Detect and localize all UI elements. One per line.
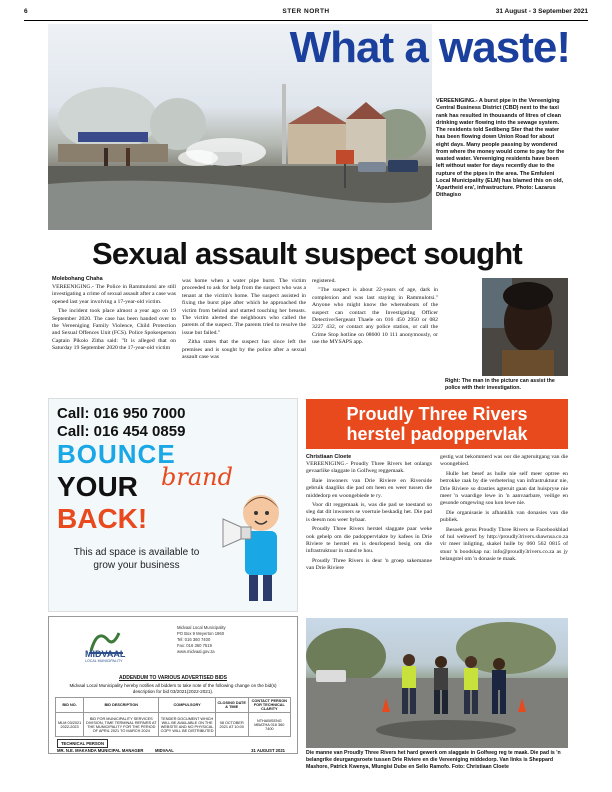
table-row [56,713,291,737]
column-header: BID DESCRIPTION [84,698,159,713]
story2-column-1 [52,284,176,355]
story2-col2-para-1: was home when a water pipe burst. The victim proceeded to ask for help from the suspect who was a tenant at the victim's home. The suspect assisted in fixing the burst pipe after which he approached the victim from behind and started touching her breasts. The victim alerted the neighbours who called the parents of the suspect. The parents tried to resolve the issue but failed." [182,278,306,336]
story3-col1-para-1: VEREENIGING.- Proudly Three Rivers het onlangs gevaarlike slaggate in Golfweg reggemaak. [306,461,432,475]
address-line: PO Box 9 Meyerton 1960 [177,630,225,636]
column-header: COMPULSORY [159,698,215,713]
notice-footer [57,748,289,753]
banner-line-2: herstel padoppervlak [346,424,528,445]
address-line: Midvaal Local Municipality [177,625,226,630]
column-header: BID NO. [56,698,84,713]
story3-col1-para-2: Baie inwoners van Drie Riviere en Riverside gebruik daagliks die pad om heen en weer tussen die middedorp en woongebiede te ry. [306,477,432,499]
headline-what-a-waste: What a waste! [289,23,570,72]
story2-col3-para-1: registered. [312,278,336,284]
ad-your-text: YOUR [57,471,138,502]
issue-date: 31 August - 3 September 2021 [495,8,588,15]
story2-col2-para-2: Zitha states that the suspect has since left the premises and is sought by the police after a sexual assault case was [182,339,306,361]
story2-col1-para-1: VEREENIGING.- The Police in Rammulotsi are still investigating a crime of sexual assault after a case was opened last year involving a 17-year-old victim. [52,284,176,305]
address-line: Tel: 016 360 7400 [177,636,211,642]
suspect-photo [482,278,568,376]
technical-person-label: TECHNICAL PERSON [57,739,108,748]
municipal-manager: MR. N.E. MAKANDA MUNICIPAL MANAGER [57,748,144,753]
story3-col2-para-3: Die organisasie is afhanklik van donasies van die publiek. [440,509,568,524]
notice-intro: Midvaal Local Municipality hereby notifies all bidders to take note of the following change on the bid(s) description for bid 03/2021(2022-2021). [69,683,277,694]
advertisement-box [48,398,298,612]
ad-back-text: BACK! [57,503,148,534]
burst-pipe-caption: VEREENIGING.- A burst pipe in the Vereeniging Central Business District (CBD) next to the taxi rank has resulted in thousands of litres of clean drinking water flowing into the sewage system. The residents told Sedibeng Ster that the water has been flowing down Union Road for about eight days. Many people passing by wondered from where the money would come to pay for the wasted water. Vereeniging residents have been left without water for days recently due to the rupture of the pipes in the area. The Emfuleni Local Municipality (ELM) has blamed this on old, 'Apartheid era', infrastructure. Photo: Lazarus Dithagiso [436,98,565,199]
column-header: CLOSING DATE & TIME [215,698,248,713]
logo-name: MIDVAAL [85,649,126,659]
story3-col2-para-1: gestig wat bekommerd was oor die agteruitgang van die woongebied. [440,454,568,468]
story3-col1-para-5: Proudly Three Rivers is deur 'n groep sakemanne van Drie Riviere [306,557,432,572]
municipal-notice [48,616,298,754]
address-line: Fax: 016 360 7519 [177,642,212,648]
table-cell: MLM 03/2021 2022-2023 [56,713,84,737]
table-cell: BID FOR MUNICIPALITY SERVICES DIVISION, TIME TERMINAL REPAIRS AT THE MUNICIPALITY FOR THE PERIOD OF APRIL 2021 TO MARCH 2024 [84,713,159,737]
byline-story3: Christiaan Cloete [306,454,352,460]
story3-column-1 [306,461,432,575]
road-repair-caption: Die manne van Proudly Three Rivers het hard gewerk om slaggate in Golfweg reg te maak. Die pad is 'n belangrike deurgangsroete tussen Drie Riviere en die Vereeniging middedorp. Van links is Sheppard Mashore, Patrick Kwenya, Mlungisi Dube en Sello Ramofo. Foto: Christiaan Cloete [306,750,561,770]
ad-tagline-line-1: This ad space is available to [73,547,200,558]
proudly-three-rivers-banner [306,399,568,449]
footer-date: 31 AUGUST 2021 [251,748,285,753]
story3-col2-para-2: Hulle het besef as hulle nie self meer optree en betrokke raak by die verbetering van infrastruktuur nie, Drie Riviere so drasties agteruit gaan dat huispryse nie meer 'n waardige lewe in 'n aanvaarbare, veilige en gesonde omgewing sou kon lewe nie. [440,470,568,507]
table-cell: TENDER DOCUMENT WHICH WILL BE AVAILABLE ON THE WEBSITE AND NO PHYSICAL COPY WILL BE DISTRIBUTED [159,713,215,737]
ad-bounce-text: BOUNCE [57,439,176,469]
column-header: CONTACT PERSON FOR TECHNICAL CLARITY [248,698,290,713]
logo-subtitle: LOCAL MUNICIPALITY [85,659,123,663]
story2-col1-para-2: The incident took place almost a year ago on 19 September 2020. The case has been handed over to the Vereeniging Family Violence, Child Protection and Sexual Offences Unit (FCS). Police Spokesperson Captain Pikolo Zitha said: "It is alleged that on Saturday 19 September 2020 the 17-year-old victim [52,308,176,352]
table-cell: NTHABISENG MBATHA 016 360 7400 [248,713,290,737]
story2-column-2 [182,278,306,363]
banner-line-1: Proudly Three Rivers [346,404,528,424]
notice-title: ADDENDUM TO VARIOUS ADVERTISED BIDS [119,675,227,681]
municipal-address [177,625,226,654]
ad-tagline-line-2: grow your business [93,559,180,571]
ad-phone-1: Call: 016 950 7000 [57,405,186,422]
table-cell: 08 OCTOBER 2021 AT 10:00 [215,713,248,737]
midvaal-logo [77,625,167,665]
byline-story2: Molebohang Chaha [52,276,103,282]
suspect-photo-caption: Right: The man in the picture can assist the police with their investigation. [445,378,555,391]
page-header [24,8,588,20]
story3-column-2 [440,454,568,566]
bid-table-header-row [56,698,291,713]
bid-table [55,697,291,737]
road-repair-photo [306,618,568,748]
ad-tagline [49,547,224,572]
headline-sexual-assault: Sexual assault suspect sought [92,236,522,271]
story2-column-3 [312,278,438,349]
footer-midvaal: MIDVAAL [155,748,174,753]
page-number: 6 [24,8,28,15]
address-line: www.midvaal.gov.za [177,648,215,654]
megaphone-kid-illustration [219,479,297,609]
story3-col1-para-3: Voor dit reggemaak is, was die pad se toestand so sleg dat dit inwoners se voertuie beskadig het. Die pad is deesm nou weer bybaar. [306,502,432,523]
story3-col1-para-4: Proudly Three Rivers herstel slaggate paar weke ook gehelp om die padoppervlakte by kafees in Drie Riviere te herstel en is deurlopend besig om die infrastruktuur in stand te hou. [306,526,432,555]
header-rule [24,20,588,21]
ad-brand-text: brand [161,463,233,491]
story3-col2-para-4: Besoek gerus Proudly Three Rivers se Facebookblad of hul webwerf by http://proudly3rivers.shawnsa.co.za vir meer inligting, skakel hulle by 060 562 0815 of stuur 'n boodskap na: info@proudly3rivers.co.za as jy belangstel om 'n donasie te maak. [440,526,568,563]
story2-col3-para-2: "The suspect is about 22-years of age, dark in complexion and was last staying in Rammulotsi." Anyone who might know the whereabouts of the suspect can contact the Investigating Officer Detective/Sergeant Thaele on 016 450 2950 or 082 3227 432, or contact any police station, or call the Crime Stop hotline on 08600 10 111 anonymously, or use the MYSAPS app. [312,287,438,346]
ad-phone-2: Call: 016 454 0859 [57,423,186,440]
publication-name: STER NORTH [282,8,330,15]
